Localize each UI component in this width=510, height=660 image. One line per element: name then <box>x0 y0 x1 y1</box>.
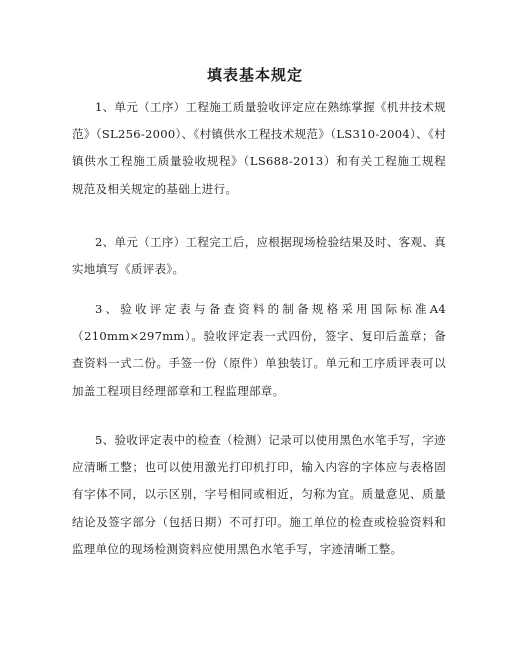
rule-paragraph-5: 5、验收评定表中的检查（检测）记录可以使用黑色水笔手写，字迹应清晰工整；也可以使用激光打印机打印，输入内容的字体应与表格固有字体不同，以示区别，字号相同或相近，匀称为宜。质量意见、质量结论及签字部分（包括日期）不可打印。施工单位的检查或检验资料和监理单位的现场检测资料应使用黑色水笔手写，字迹清晰工整。 <box>72 433 446 556</box>
rule-paragraph-3: 3、验收评定表与备查资料的制备规格采用国际标准A4（210mm×297mm）。验收评定表一式四份，签字、复印后盖章；备查资料一式二份。手签一份（原件）单独装订。单元和工序质评表可以加盖工程项目经理部章和工程监理部章。 <box>72 302 446 398</box>
rule-paragraph-1: 1、单元（工序）工程施工质量验收评定应在熟练掌握《机井技术规范》（SL256-2000）、《村镇供水工程技术规范》（LS310-2004）、《村镇供水工程施工质量验收规程》（LS688-2013）和有关工程施工规程规范及相关规定的基础上进行。 <box>72 100 446 196</box>
rule-paragraph-2: 2、单元（工序）工程完工后，应根据现场检验结果及时、客观、真实地填写《质评表》。 <box>72 235 446 277</box>
document-title: 填表基本规定 <box>206 66 303 84</box>
